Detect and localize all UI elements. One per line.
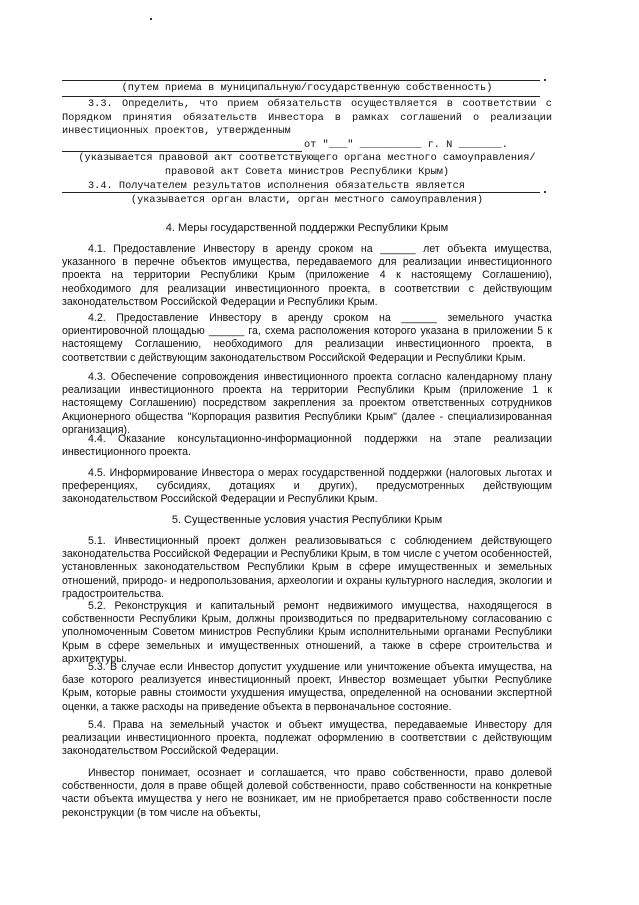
paragraph-5-3: 5.3. В случае если Инвестор допустит ухудшение или уничтожение объекта имущества, на базе которого реализуется инвестиционный проект, Инвестор возмещает убытки Республике Крым, которые равны стоимости ухудшения имущества, определенной на основании экспертной оценки, а также расходы на приведение объекта в первоначальное состояние. — [62, 661, 552, 713]
line-end-dot — [544, 79, 546, 81]
paragraph-4-1: 4.1. Предоставление Инвестору в аренду сроком на ______ лет объекта имущества, указанного в перечне объектов имущества, передаваемого для реализации инвестиционного проекта на территории Республики Крым (приложение 4 к настоящему Соглашению), необходимого для реализации инвестиционного проекта, в соответствии с действующим законодательством Российской Федерации и Республики Крым. — [62, 243, 552, 308]
note-legal-act: (указывается правовой акт соответствующего органа местного самоуправления/правовой акт Совета министров Республики Крым) — [78, 152, 536, 178]
note-authority: (указывается орган власти, орган местного самоуправления) — [130, 194, 484, 206]
paragraph-5-5: Инвестор понимает, осознает и соглашается, что право собственности, право долевой собственности, доля в праве общей долевой собственности, право собственности на конкретные части объекта имущества у него не возникает, им не приобретается право собственности после реконструкции (в том числе на объекты, — [62, 767, 552, 819]
section-5-heading: 5. Существенные условия участия Республики Крым — [171, 514, 443, 526]
paragraph-5-2: 5.2. Реконструкция и капитальный ремонт недвижимого имущества, находящегося в собственности Республики Крым, должны производиться по предварительному согласованию с уполномоченным Советом министров Республики Крым исполнительными органами Республики Крым в сфере земельных и имущественных отношений, а также в сфере строительства и архитектуры. — [62, 600, 552, 665]
paragraph-4-2: 4.2. Предоставление Инвестору в аренду сроком на ______ земельного участка ориентировочной площадью ______ га, схема расположения которого указана в приложении 5 к настоящему Соглашению, необходимого для реализации инвестиционного проекта, в соответствии с действующим законодательством Российской Федерации и Республики Крым. — [62, 312, 552, 364]
paragraph-4-3: 4.3. Обеспечение сопровождения инвестиционного проекта согласно календарному плану реализации инвестиционного проекта на территории Республики Крым (приложение 1 к настоящему Соглашению) посредством закрепления за проектом ответственных сотрудников Акционерного общества "Корпорация развития Республики Крым" (далее - специализированная организация). — [62, 371, 552, 436]
fill-line — [62, 192, 540, 193]
paragraph-3-4: 3.4. Получателем результатов исполнения обязательств является — [88, 180, 465, 192]
paragraph-3-3-date: от "___" __________ г. N _______. — [304, 139, 508, 151]
paragraph-4-4: 4.4. Оказание консультационно-информационной поддержки на этапе реализации инвестиционного проекта. — [62, 433, 552, 459]
line-end-dot — [544, 191, 546, 193]
scan-speck — [150, 18, 152, 20]
fill-line — [62, 80, 540, 81]
paragraph-4-5: 4.5. Информирование Инвестора о мерах государственной поддержки (налоговых льготах и преференциях, субсидиях, дотациях и других), предусмотренных действующим законодательством Российской Федерации и Республики Крым. — [62, 467, 552, 506]
paragraph-5-1: 5.1. Инвестиционный проект должен реализовываться с соблюдением действующего законодательства Российской Федерации и Республики Крым, в том числе с учетом особенностей, установленных законодательством Республики Крым в сфере имущественных и земельных отношений, природо- и недропользования, археологии и охраны культурного наследия, экологии и градостроительства. — [62, 535, 552, 600]
section-4-heading: 4. Меры государственной поддержки Республики Крым — [165, 222, 449, 234]
paragraph-3-3: 3.3. Определить, что прием обязательств осуществляется в соответствии с Порядком принятия обязательств Инвестора в рамках соглашений о реализации инвестиционных проектов, утвержденным — [62, 98, 552, 138]
fill-line — [62, 96, 540, 97]
note-transfer-method: (путем приема в муниципальную/государственную собственность) — [121, 82, 493, 94]
paragraph-5-4: 5.4. Права на земельный участок и объект имущества, передаваемые Инвестору для реализации инвестиционного проекта, подлежат оформлению в соответствии с действующим законодательством Российской Федерации. — [62, 719, 552, 758]
